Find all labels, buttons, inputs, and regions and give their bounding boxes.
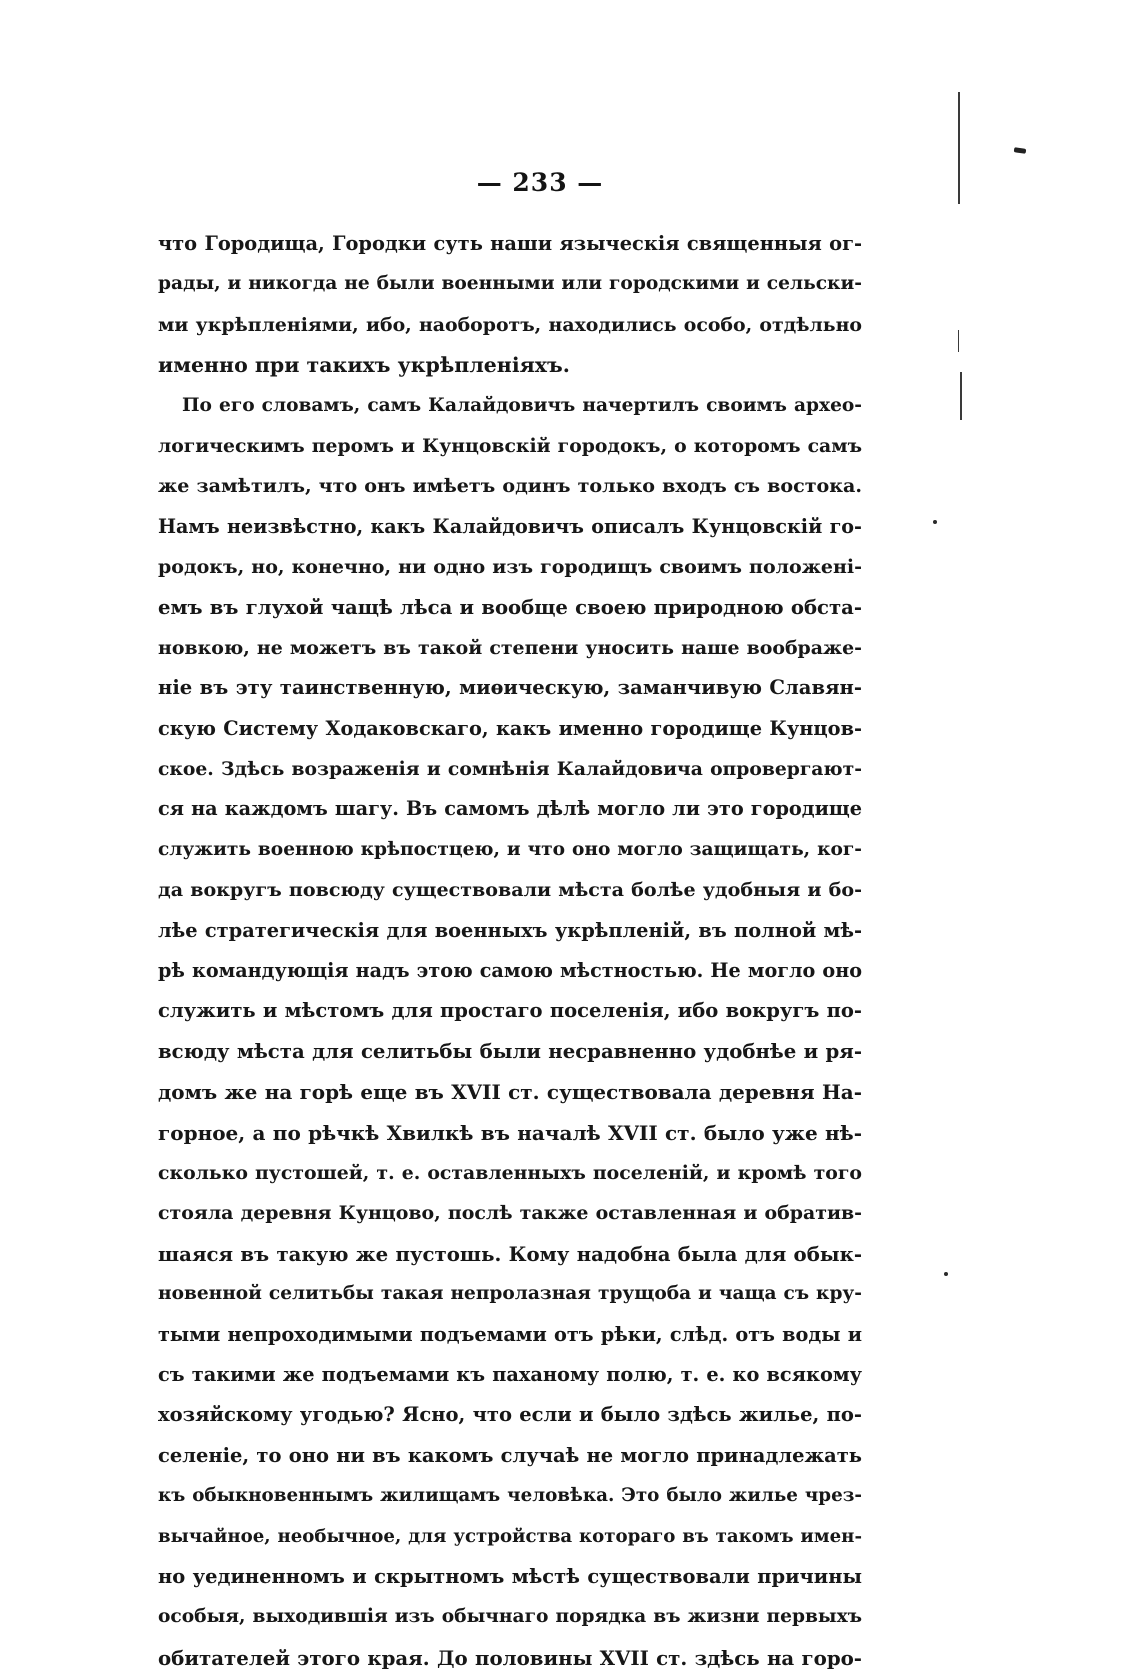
text-line: Намъ неизвѣстно, какъ Калайдовичъ описалъ Кунцовскій го- [158,514,862,538]
binding-edge-mark [960,372,962,420]
text-line: что Городища, Городки суть наши языческія священныя ог- [158,232,862,255]
text-line: служить военною крѣпостцею, и что оно могло защищать, ког- [158,838,862,860]
text-line: да вокругъ повсюду существовали мѣста болѣе удобныя и бо- [158,879,862,902]
text-line: родокъ, но, конечно, ни одно изъ городищъ своимъ положені- [158,556,862,579]
text-line: лѣе стратегическія для военныхъ укрѣпленій, въ полной мѣ- [158,918,862,942]
text-line: рѣ командующія надъ этою самою мѣстностью. Не могло оно [158,959,862,983]
text-line: стояла деревня Кунцово, послѣ также оставленная и обратив- [158,1202,862,1225]
text-line: домъ же на горѣ еще въ XVII ст. существовала деревня На- [158,1080,862,1105]
text-line: служить и мѣстомъ для простаго поселенія, ибо вокругъ по- [158,999,862,1023]
text-line: логическимъ перомъ и Кунцовскій городокъ, о которомъ самъ [158,434,862,457]
text-line: ское. Здѣсь возраженія и сомнѣнія Калайдовича опровергают- [158,758,862,781]
text-line: рады, и никогда не были военными или городскими и сельски- [158,273,862,295]
text-line: обитателей этого края. До половины XVII ст. здѣсь на горо- [158,1645,862,1670]
binding-edge-mark [958,330,959,352]
text-line: тыми непроходимыми подъемами отъ рѣки, слѣд. отъ воды и [158,1322,862,1346]
text-line: же замѣтилъ, что онъ имѣетъ одинъ только входъ съ востока. [158,475,862,498]
text-line: вычайное, необычное, для устройства котораго въ такомъ имен- [158,1525,862,1547]
text-line: именно при такихъ укрѣпленіяхъ. [158,353,570,378]
text-line: но уединенномъ и скрытномъ мѣстѣ существовали причины [158,1564,862,1588]
text-line: къ обыкновеннымъ жилищамъ человѣка. Это было жилье чрез- [158,1485,862,1507]
text-line: всюду мѣста для селитьбы были несравненно удобнѣе и ря- [158,1039,862,1063]
text-line: По его словамъ, самъ Калайдовичъ начертилъ своимъ архео- [182,394,862,416]
text-line: емъ въ глухой чащѣ лѣса и вообще своею природною обста- [158,595,862,619]
ink-mark [1014,147,1027,154]
text-line: сколько пустошей, т. е. оставленныхъ поселеній, и кромѣ того [158,1161,862,1184]
ink-speck [944,1272,948,1276]
text-line: скую Систему Ходаковскаго, какъ именно городище Кунцов- [158,716,862,740]
text-line: ніе въ эту таинственную, миѳическую, заманчивую Славян- [158,676,862,700]
text-line: новенной селитьбы такая непролазная трущоба и чаща съ кру- [158,1283,862,1305]
text-line: новкою, не можетъ въ такой степени уносить наше воображе- [158,636,862,659]
page-number: — 233 — [476,168,604,197]
text-line: ся на каждомъ шагу. Въ самомъ дѣлѣ могло ли это городище [158,797,862,821]
ink-speck [933,520,937,524]
text-line: селеніе, то оно ни въ какомъ случаѣ не могло принадлежать [158,1443,862,1467]
text-line: хозяйскому угодью? Ясно, что если и было здѣсь жилье, по- [158,1403,862,1427]
text-line: горное, а по рѣчкѣ Хвилкѣ въ началѣ XVII ст. было уже нѣ- [158,1120,862,1145]
text-line: шаяся въ такую же пустошь. Кому надобна была для обык- [158,1241,862,1266]
text-line: съ такими же подъемами къ паханому полю, т. е. ко всякому [158,1362,862,1386]
text-line: особыя, выходившія изъ обычнаго порядка въ жизни первыхъ [158,1606,862,1628]
text-line: ми укрѣпленіями, ибо, наоборотъ, находились особо, отдѣльно [158,313,862,336]
body-text [158,224,862,1678]
